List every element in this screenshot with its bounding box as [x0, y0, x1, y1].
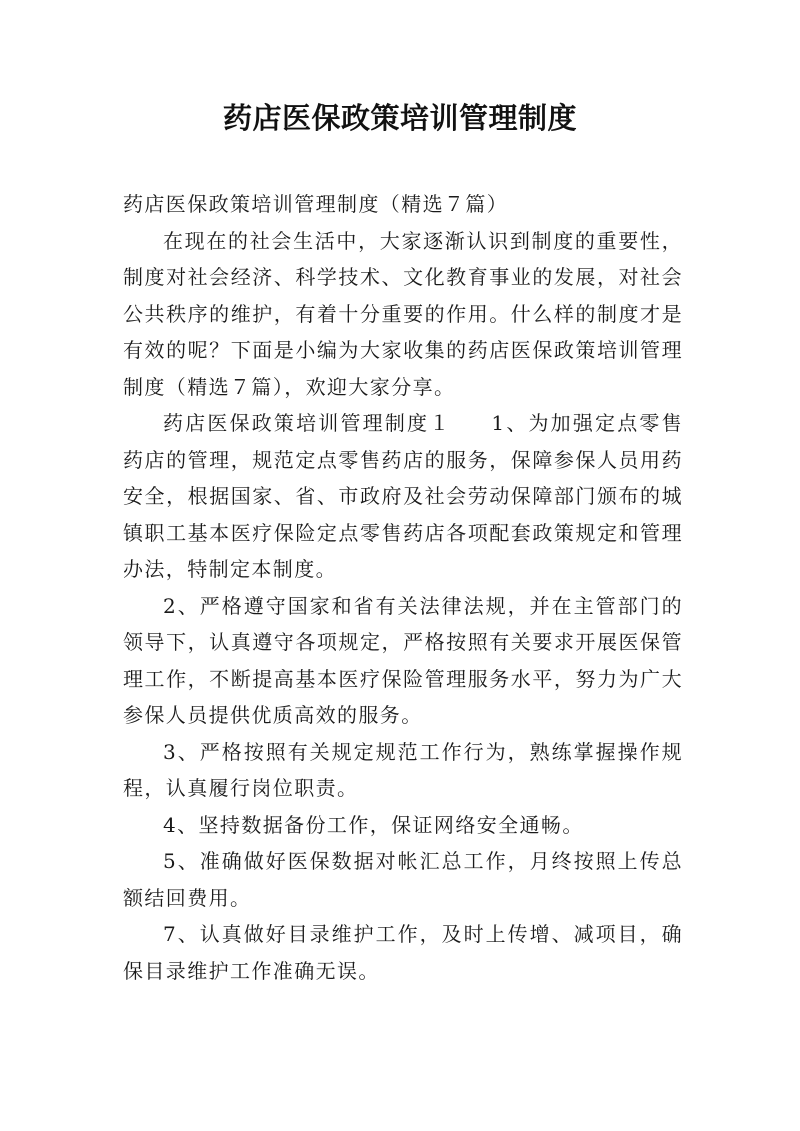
document-subtitle: 药店医保政策培训管理制度（精选７篇） — [123, 192, 509, 216]
item-2-paragraph: 2、严格遵守国家和省有关法律法规，并在主管部门的领导下，认真遵守各项规定，严格按照有关要求开展医保管理工作，不断提高基本医疗保险管理服务水平，努力为广大参保人员提供优质高效的服务。 — [123, 593, 683, 727]
item-1-text: 1、为加强定点零售药店的管理，规范定点零售药店的服务，保障参保人员用药安全，根据国家、省、市政府及社会劳动保障部门颁布的城镇职工基本医疗保险定点零售药店各项配套政策规定和管理办法，特制定本制度。 — [123, 411, 684, 581]
item-3-paragraph: 3、严格按照有关规定规范工作行为，熟练掌握操作规程，认真履行岗位职责。 — [123, 739, 683, 800]
section-1-heading: 药店医保政策培训管理制度１ — [163, 411, 452, 435]
document-body — [123, 186, 683, 989]
intro-paragraph: 在现在的社会生活中，大家逐渐认识到制度的重要性，制度对社会经济、科学技术、文化教育事业的发展，对社会公共秩序的维护，有着十分重要的作用。什么样的制度才是有效的呢？下面是小编为大家收集的药店医保政策培训管理制度（精选７篇），欢迎大家分享。 — [123, 228, 683, 399]
item-4-paragraph: 4、坚持数据备份工作，保证网络安全通畅。 — [163, 812, 584, 837]
section-1-paragraph — [123, 405, 683, 588]
item-7-paragraph: 7、认真做好目录维护工作，及时上传增、减项目，确保目录维护工作准确无误。 — [123, 922, 683, 983]
document-title: 药店医保政策培训管理制度 — [222, 101, 577, 135]
item-5-paragraph: 5、准确做好医保数据对帐汇总工作，月终按照上传总额结回费用。 — [123, 849, 683, 910]
